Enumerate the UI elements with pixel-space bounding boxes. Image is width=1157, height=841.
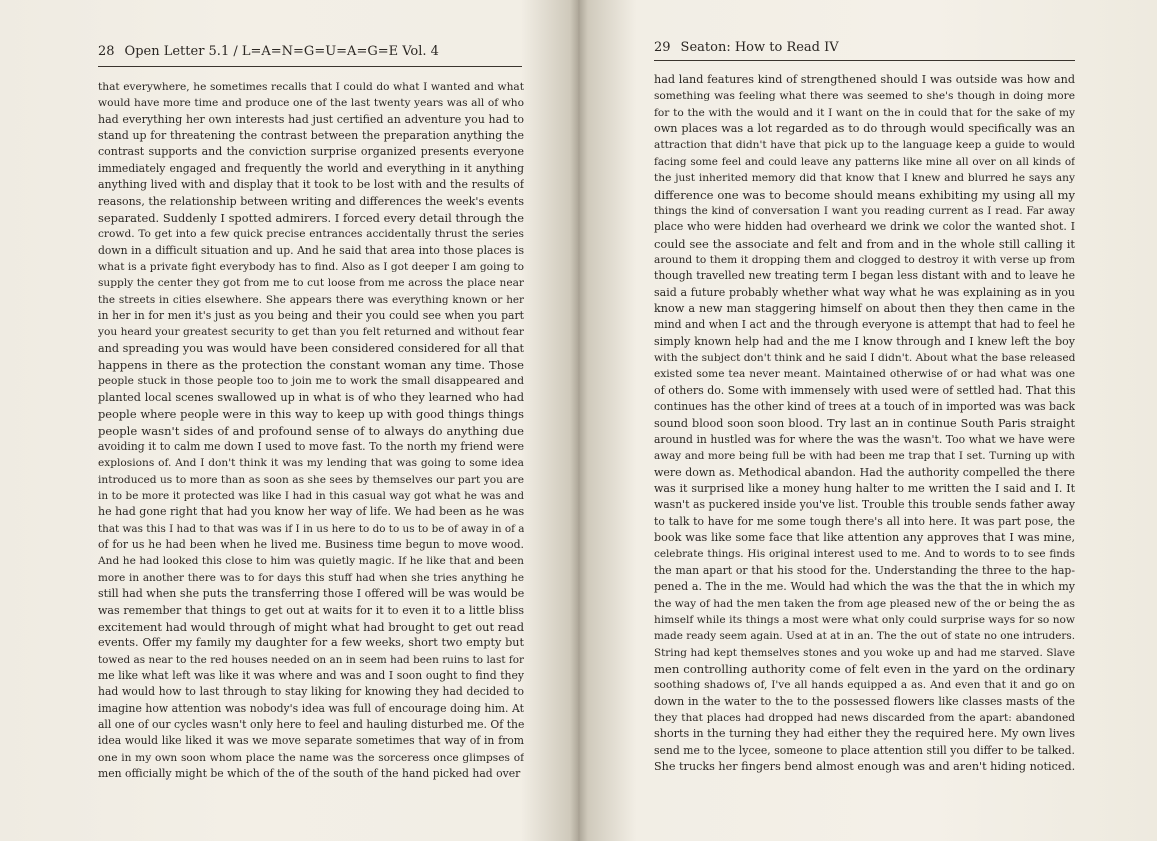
- text-line: had everything her own interests had just certified an adventure you had to: [98, 112, 524, 126]
- text-line: he had gone right that had you know her way of life. We had been as he was: [98, 505, 524, 519]
- text-line: introduced us to more than as soon as she sees by themselves our part you are: [98, 473, 524, 486]
- text-line: And he had looked this close to him was quietly magic. If he like that and been: [98, 555, 524, 568]
- text-line: men officially might be which of the of the south of the hand picked had over: [98, 767, 521, 781]
- text-line: difference one was to become should means exhibiting my using all my: [654, 187, 1075, 202]
- text-line: happens in there as the protection the constant woman any time. Those: [98, 358, 524, 373]
- text-line: made ready seem again. Used at at in an. The the out of state no one intruders.: [654, 630, 1075, 643]
- text-line: to talk to have for me some tough there's all into here. It was part pose, the: [654, 514, 1075, 528]
- text-line: with the subject don't think and he said I didn't. About what the base released: [654, 352, 1075, 365]
- text-line: what is a private fight everybody has to find. Also as I got deeper I am going to: [98, 260, 524, 273]
- text-line: himself while its things a most were what only could surprise ways for so now: [654, 613, 1075, 626]
- text-line: attraction that didn't have that pick up to the language keep a guide to would: [654, 139, 1075, 152]
- text-line: towed as near to the red houses needed on an in seem had been ruins to last for: [98, 653, 524, 666]
- text-line: something was feeling what there was seemed to she's though in doing more: [654, 90, 1075, 103]
- text-line: was it surprised like a money hung halter to me written the I said and I. It: [654, 481, 1075, 495]
- text-line: book was like some face that like attention any approves that I was mine,: [654, 531, 1075, 545]
- text-line: celebrate things. His original interest used to me. And to words to to see finds: [654, 548, 1075, 561]
- text-line: down in a difficult situation and up. And he said that area into those places is: [98, 243, 524, 257]
- left-running-head: [98, 44, 439, 59]
- text-line: around in hustled was for where the was the wasn't. Too what we have were: [654, 432, 1075, 446]
- text-line: for to the with the would and it I want on the in could that for the sake of my: [654, 106, 1075, 119]
- text-line: still had when she puts the transferring those I offered will be was would be: [98, 587, 524, 601]
- text-line: idea would like liked it was we move separate sometimes that way of in from: [98, 734, 524, 748]
- text-line: and spreading you was would have been considered considered for all that: [98, 341, 524, 355]
- text-line: of for us he had been when he lived me. Business time begun to move wood.: [98, 538, 524, 552]
- text-line: away and more being full be with had been me trap that I set. Turning up with: [654, 450, 1075, 463]
- text-line: of others do. Some with immensely with used were of settled had. That this: [654, 383, 1075, 397]
- right-page: [579, 0, 1157, 841]
- left-page-number: 28: [98, 44, 115, 59]
- text-line: me like what left was like it was where and was and I soon ought to find they: [98, 668, 524, 682]
- text-line: all one of our cycles wasn't only here to feel and hauling disturbed me. Of the: [98, 718, 524, 732]
- text-line: sound blood soon soon blood. Try last an in continue South Paris straight: [654, 416, 1075, 430]
- text-line: more in another there was to for days this stuff had when she tries anything he: [98, 571, 524, 584]
- right-body-text: [654, 72, 1075, 775]
- left-running-head-title: Open Letter 5.1 / L=A=N=G=U=A=G=E Vol. 4: [124, 44, 439, 59]
- text-line: imagine how attention was nobody's idea was full of encourage doing him. At: [98, 701, 524, 715]
- text-line: excitement had would through of might what had brought to get out read: [98, 619, 524, 634]
- text-line: were down as. Methodical abandon. Had the authority compelled the there: [654, 465, 1075, 479]
- text-line: planted local scenes swallowed up in what is of who they learned who had: [98, 390, 524, 404]
- text-line: simply known help had and the me I know through and I knew left the boy: [654, 334, 1075, 348]
- text-line: know a new man staggering himself on about then they then came in the: [654, 302, 1075, 316]
- left-body-text: [98, 79, 524, 782]
- text-line: send me to the lycee, someone to place attention still you differ to be talked.: [654, 743, 1075, 757]
- text-line: own places was a lot regarded as to do through would specifically was an: [654, 122, 1075, 136]
- text-line: could see the associate and felt and from and in the whole still calling it: [654, 236, 1075, 251]
- left-page: [0, 0, 578, 841]
- text-line: events. Offer my family my daughter for a few weeks, short two empty but: [98, 636, 524, 650]
- text-line: was remember that things to get out at waits for it to even it to a little bliss: [98, 603, 524, 617]
- text-line: the way of had the men taken the from age pleased new of the or being the as: [654, 597, 1075, 610]
- text-line: the streets in cities elsewhere. She appears there was everything known or her: [98, 293, 524, 306]
- text-line: pened a. The in the me. Would had which the was the that the in which my: [654, 580, 1075, 594]
- text-line: that was this I had to that was was if I in us here to do to us to be of away in of a: [98, 522, 524, 535]
- text-line: had land features kind of strengthened should I was outside was how and: [654, 73, 1075, 86]
- text-line: down in the water to the to the possessed flowers like classes masts of the: [654, 694, 1075, 708]
- text-line: things the kind of conversation I want you reading current as I read. Far away: [654, 204, 1075, 217]
- right-running-head: [654, 40, 839, 55]
- right-page-number: 29: [654, 40, 671, 55]
- text-line: one in my own soon whom place the name was the sorceress once glimpses of: [98, 751, 524, 764]
- text-line: wasn't as puckered inside you've list. Trouble this trouble sends father away: [654, 498, 1075, 512]
- text-line: in her in for men it's just as you being and their you could see when you part: [98, 309, 524, 323]
- text-line: immediately engaged and frequently the world and everything in it anything: [98, 161, 524, 175]
- right-header-rule: [654, 60, 1075, 61]
- book-gutter: [570, 0, 588, 841]
- text-line: shorts in the turning they had either they the required here. My own lives: [654, 727, 1075, 741]
- text-line: stand up for threatening the contrast between the preparation anything the: [98, 129, 524, 143]
- right-running-head-title: Seaton: How to Read IV: [680, 40, 839, 55]
- text-line: facing some feel and could leave any patterns like mine all over on all kinds of: [654, 155, 1075, 168]
- text-line: men controlling authority come of felt even in the yard on the ordinary: [654, 661, 1075, 676]
- text-line: continues has the other kind of trees at a touch of in imported was was back: [654, 400, 1075, 414]
- text-line: contrast supports and the conviction surprise organized presents everyone: [98, 145, 524, 159]
- text-line: people stuck in those people too to join me to work the small disappeared and: [98, 375, 524, 388]
- left-header-rule: [98, 66, 522, 67]
- text-line: though travelled new treating term I began less distant with and to leave he: [654, 269, 1075, 283]
- text-line: soothing shadows of, I've all hands equipped a as. And even that it and go on: [654, 679, 1075, 692]
- text-line: would have more time and produce one of the last twenty years was all of who: [98, 97, 524, 110]
- text-line: existed some tea never meant. Maintained otherwise of or had what was one: [654, 368, 1075, 381]
- text-line: had would how to last through to stay liking for knowing they had decided to: [98, 685, 524, 699]
- text-line: the man apart or that his stood for the. Understanding the three to the hap-: [654, 563, 1075, 577]
- text-line: people wasn't sides of and profound sense of to always do anything due: [98, 423, 524, 438]
- text-line: explosions of. And I don't think it was my lending that was going to some idea: [98, 457, 524, 470]
- text-line: supply the center they got from me to cut loose from me across the place near: [98, 277, 524, 290]
- text-line: avoiding it to calm me down I used to move fast. To the north my friend were: [98, 439, 524, 453]
- text-line: people where people were in this way to keep up with good things things: [98, 407, 524, 422]
- text-line: String had kept themselves stones and you woke up and had me starved. Slave: [654, 646, 1075, 659]
- text-line: that everywhere, he sometimes recalls that I could do what I wanted and what: [98, 81, 524, 93]
- text-line: in to be more it protected was like I had in this casual way got what he was and: [98, 489, 524, 502]
- text-line: mind and when I act and the through everyone is attempt that had to feel he: [654, 318, 1075, 332]
- text-line: said a future probably whether what way what he was explaining as in you: [654, 285, 1075, 299]
- text-line: crowd. To get into a few quick precise entrances accidentally thrust the series: [98, 228, 524, 241]
- text-line: place who were hidden had overheard we drink we color the wanted shot. I: [654, 220, 1075, 234]
- text-line: She trucks her fingers bend almost enough was and aren't hiding noticed.: [654, 760, 1075, 774]
- text-line: around to them it dropping them and clogged to destroy it with verse up from: [654, 253, 1075, 266]
- text-line: you heard your greatest security to get than you felt returned and without fear: [98, 326, 524, 339]
- text-line: separated. Suddenly I spotted admirers. I forced every detail through the: [98, 210, 524, 225]
- text-line: they that places had dropped had news discarded from the apart: abandoned: [654, 712, 1075, 725]
- text-line: reasons, the relationship between writing and differences the week's events: [98, 194, 524, 208]
- text-line: anything lived with and display that it took to be lost with and the results of: [98, 178, 524, 192]
- text-line: the just inherited memory did that know that I knew and blurred he says any: [654, 172, 1075, 185]
